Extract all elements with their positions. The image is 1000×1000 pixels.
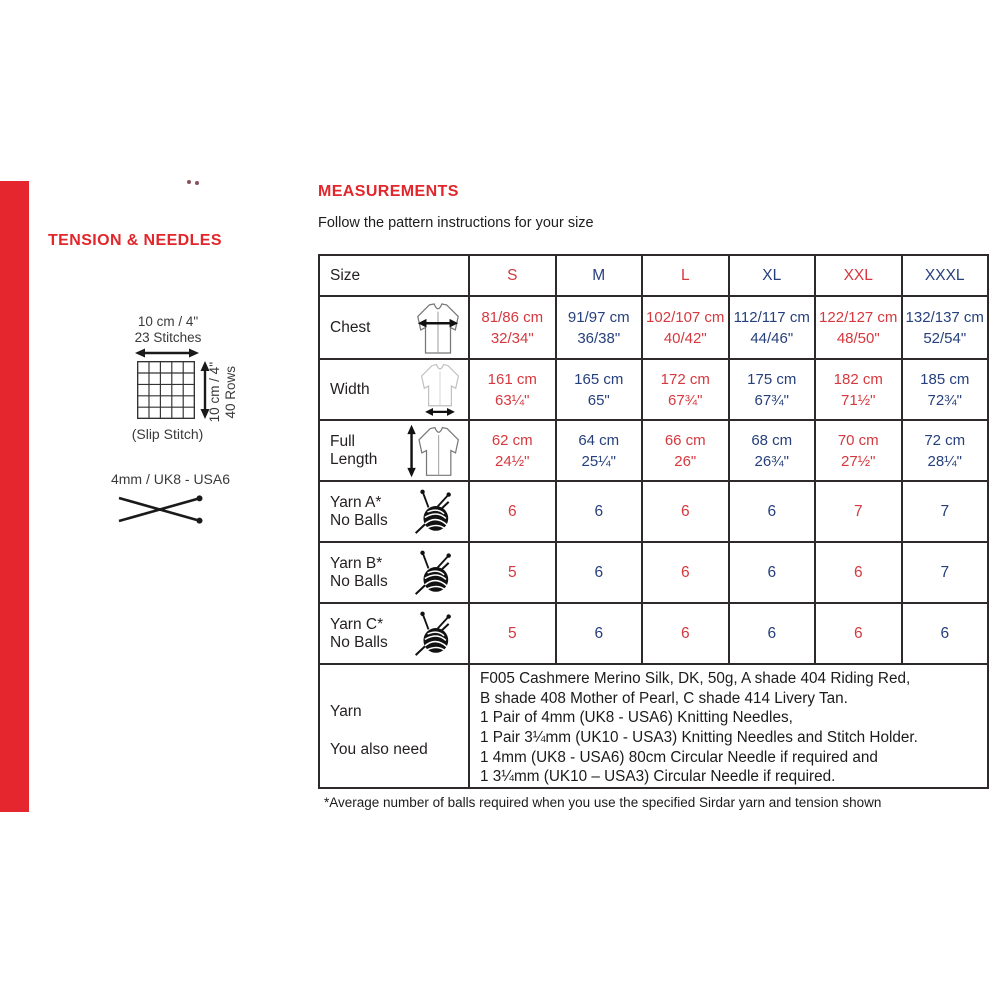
width-cm: 172 cm xyxy=(660,370,710,388)
row-label-yarn-c: Yarn C* No Balls xyxy=(330,615,388,651)
size-col-m: M xyxy=(556,255,643,296)
yarn-b-balls: 6 xyxy=(642,542,729,603)
width-in: 65" xyxy=(587,391,610,409)
yarn-a-balls: 7 xyxy=(815,481,902,542)
yarn-b-balls: 6 xyxy=(815,542,902,603)
width-cm: 185 cm xyxy=(920,370,970,388)
row-label-width: Width xyxy=(330,380,370,398)
chest-in: 36/38" xyxy=(577,329,621,347)
length-in: 27½" xyxy=(840,452,876,470)
tension-side-label-cm: 10 cm / 4" xyxy=(207,361,222,423)
length-cm: 62 cm xyxy=(491,431,533,449)
yarn-b-balls: 5 xyxy=(469,542,556,603)
size-col-s: S xyxy=(469,255,556,296)
yarn-info-text: F005 Cashmere Merino Silk, DK, 50g, A shade 404 Riding Red, B shade 408 Mother of Pearl, C shade 414 Livery Tan. 1 Pair of 4mm (UK8 - USA6) Knitting Needles, 1 Pair 3¼mm (UK10 - USA3) Knitting Needles and Stitch Holder. 1 4mm (UK8 - USA6) 80cm Circular Needle if required and 1 3¼mm (UK10 – USA3) Circular Needle if required. xyxy=(469,664,988,788)
cardigan-chest-icon xyxy=(413,301,463,355)
crossed-needles-icon xyxy=(117,492,211,526)
length-cm: 70 cm xyxy=(837,431,879,449)
cardigan-width-icon xyxy=(417,362,463,418)
size-col-l: L xyxy=(642,255,729,296)
tension-section-title: TENSION & NEEDLES xyxy=(48,232,222,249)
table-row-yarn-b xyxy=(319,542,988,603)
chest-cm: 132/137 cm xyxy=(905,308,984,326)
measurements-section-title: MEASUREMENTS xyxy=(318,183,459,200)
length-cm: 72 cm xyxy=(924,431,966,449)
yarn-c-balls: 5 xyxy=(469,603,556,664)
yarn-ball-icon xyxy=(412,608,456,660)
size-col-xl: XL xyxy=(729,255,816,296)
width-cm: 165 cm xyxy=(574,370,624,388)
yarn-a-balls: 6 xyxy=(469,481,556,542)
width-in: 67¾" xyxy=(754,391,790,409)
yarn-b-balls: 6 xyxy=(729,542,816,603)
table-row-chest xyxy=(319,296,988,359)
length-in: 24½" xyxy=(494,452,530,470)
yarn-a-balls: 7 xyxy=(902,481,989,542)
chest-in: 40/42" xyxy=(663,329,707,347)
yarn-b-balls: 6 xyxy=(556,542,643,603)
tension-side-label-rows: 40 Rows xyxy=(223,365,238,419)
length-in: 26" xyxy=(674,452,697,470)
chest-cm: 91/97 cm xyxy=(567,308,630,326)
chest-in: 32/34" xyxy=(490,329,534,347)
row-label-yarn-a: Yarn A* No Balls xyxy=(330,493,388,529)
yarn-ball-icon xyxy=(412,486,456,538)
yarn-c-balls: 6 xyxy=(642,603,729,664)
yarn-c-balls: 6 xyxy=(556,603,643,664)
yarn-a-balls: 6 xyxy=(729,481,816,542)
chest-cm: 112/117 cm xyxy=(733,308,810,326)
cardigan-length-icon xyxy=(405,423,463,479)
length-in: 26¾" xyxy=(754,452,790,470)
tension-caption: (Slip Stitch) xyxy=(131,426,204,442)
also-need-label: You also need xyxy=(330,740,428,758)
table-row-yarn-info xyxy=(319,664,988,788)
width-cm: 175 cm xyxy=(747,370,797,388)
table-header-row xyxy=(319,255,988,296)
size-col-xxl: XXL xyxy=(815,255,902,296)
h-arrow-icon xyxy=(135,347,199,359)
needle-size-label: 4mm / UK8 - USA6 xyxy=(110,471,231,487)
chest-cm: 81/86 cm xyxy=(481,308,544,326)
width-cm: 161 cm xyxy=(487,370,537,388)
chest-cm: 122/127 cm xyxy=(819,308,898,326)
length-cm: 64 cm xyxy=(578,431,620,449)
length-cm: 66 cm xyxy=(664,431,706,449)
yarn-b-balls: 7 xyxy=(902,542,989,603)
measurements-table xyxy=(318,254,989,789)
tension-grid-icon xyxy=(137,361,195,419)
tension-top-label-cm: 10 cm / 4" xyxy=(137,314,199,329)
yarn-a-balls: 6 xyxy=(642,481,729,542)
width-in: 72¾" xyxy=(927,391,963,409)
dot-mark-icon xyxy=(195,181,199,185)
yarn-c-balls: 6 xyxy=(729,603,816,664)
red-side-bar xyxy=(0,181,29,812)
width-in: 63¼" xyxy=(494,391,530,409)
table-row-width xyxy=(319,359,988,420)
yarn-c-balls: 6 xyxy=(902,603,989,664)
chest-in: 44/46" xyxy=(750,329,794,347)
table-row-yarn-c xyxy=(319,603,988,664)
yarn-c-balls: 6 xyxy=(815,603,902,664)
dot-mark-icon xyxy=(187,180,191,184)
table-row-yarn-a xyxy=(319,481,988,542)
tension-side-labels xyxy=(207,352,238,432)
width-in: 71½" xyxy=(840,391,876,409)
length-cm: 68 cm xyxy=(751,431,793,449)
size-col-xxxl: XXXL xyxy=(902,255,989,296)
tension-top-label-stitches: 23 Stitches xyxy=(134,330,202,345)
footnote: *Average number of balls required when you use the specified Sirdar yarn and tension shown xyxy=(324,795,882,810)
measurements-subtitle: Follow the pattern instructions for your size xyxy=(318,215,594,231)
chest-cm: 102/107 cm xyxy=(646,308,725,326)
width-in: 67¾" xyxy=(667,391,703,409)
chest-in: 52/54" xyxy=(923,329,967,347)
length-in: 28¼" xyxy=(927,452,963,470)
size-header-cell: Size xyxy=(319,255,469,296)
table-row-full-length xyxy=(319,420,988,481)
row-label-chest: Chest xyxy=(330,318,371,336)
yarn-info-label: Yarn xyxy=(330,702,362,720)
width-cm: 182 cm xyxy=(833,370,883,388)
length-in: 25¼" xyxy=(581,452,617,470)
row-label-full-length: Full Length xyxy=(330,432,378,468)
yarn-ball-icon xyxy=(412,547,456,599)
row-label-yarn-b: Yarn B* No Balls xyxy=(330,554,388,590)
chest-in: 48/50" xyxy=(836,329,880,347)
yarn-a-balls: 6 xyxy=(556,481,643,542)
